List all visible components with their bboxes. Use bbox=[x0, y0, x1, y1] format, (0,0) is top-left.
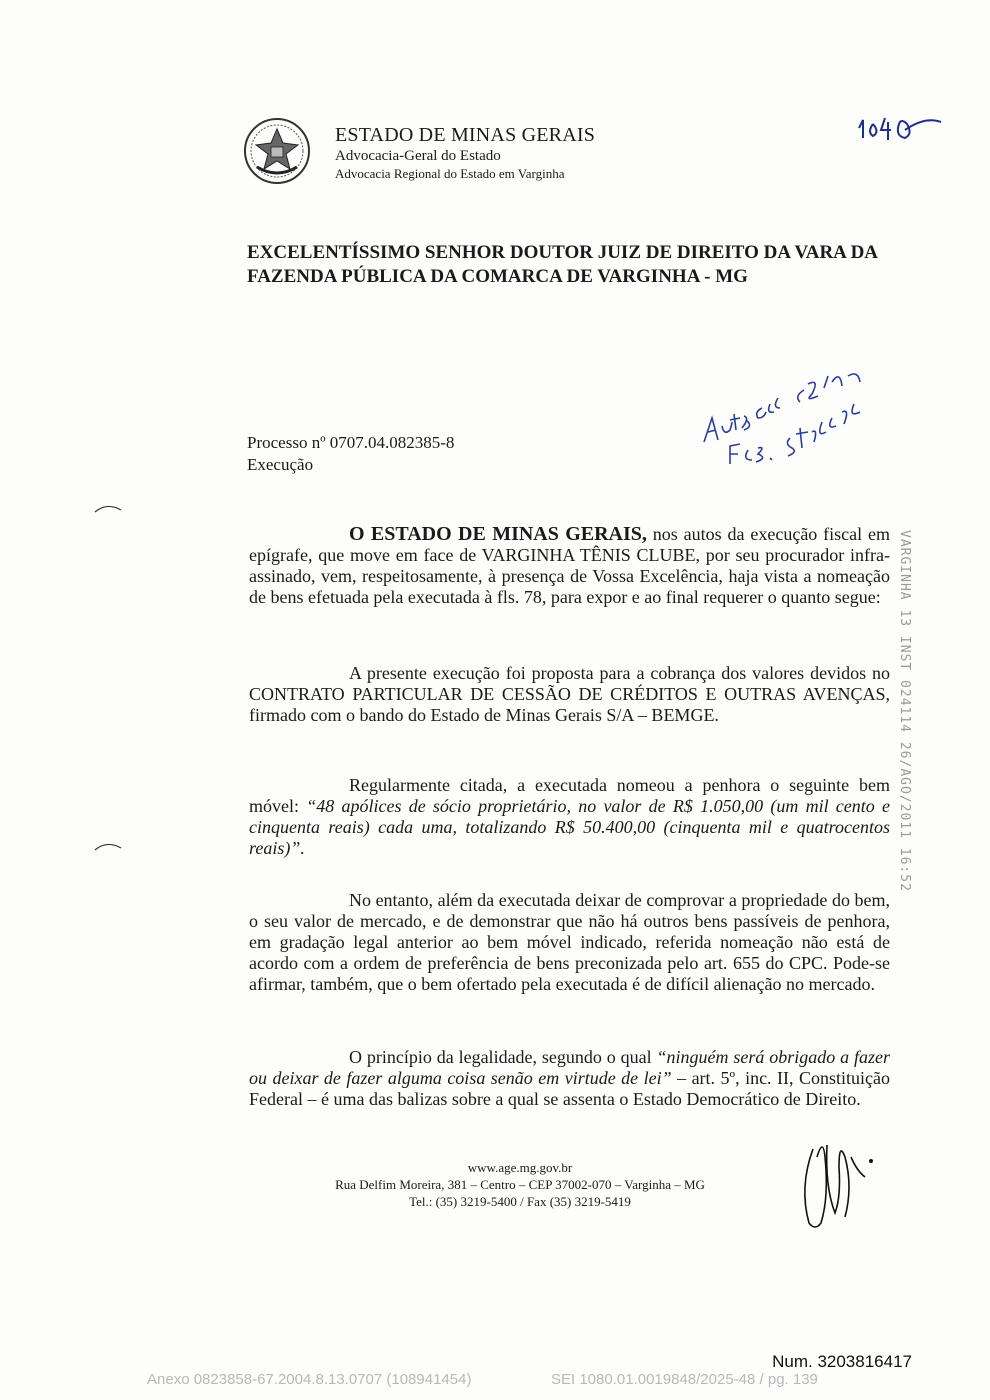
header-subtitle-regional: Advocacia Regional do Estado em Varginha bbox=[335, 166, 565, 181]
letterhead-footer bbox=[300, 1159, 740, 1210]
sei-reference: SEI 1080.01.0019848/2025-48 / pg. 139 bbox=[551, 1371, 818, 1388]
header-subtitle: Advocacia-Geral do Estado bbox=[335, 148, 501, 164]
handwritten-signature bbox=[795, 1127, 880, 1237]
document-number: Num. 3203816417 bbox=[772, 1352, 912, 1371]
paragraph-legality-quote: “ninguém será obrigado a fazer ou deixar de fazer alguma coisa senão em virtude de lei” bbox=[249, 1047, 890, 1088]
process-type: Execução bbox=[247, 455, 314, 474]
paragraph-legality-tail: – art. 5º, inc. II, Constituição Federal – é uma das balizas sobre a qual se assenta o Estado Democrático de Direito. bbox=[249, 1068, 890, 1109]
paragraph-legality bbox=[249, 1047, 890, 1110]
handwritten-annotation bbox=[700, 368, 880, 478]
scan-mark bbox=[93, 838, 123, 852]
paragraph-legality-text: O princípio da legalidade, segundo o qual bbox=[349, 1047, 657, 1067]
footer-phone: Tel.: (35) 3219-5400 / Fax (35) 3219-5419 bbox=[409, 1194, 631, 1209]
annex-reference: Anexo 0823858-67.2004.8.13.0707 (108941454) bbox=[147, 1371, 472, 1388]
paragraph-argument bbox=[249, 890, 890, 995]
handwritten-page-number bbox=[855, 110, 945, 148]
scan-mark bbox=[93, 500, 123, 514]
paragraph-citation-text: Regularmente citada, a executada nomeou a penhora o seguinte bem móvel: bbox=[249, 775, 890, 816]
paragraph-execution bbox=[249, 663, 890, 726]
process-number: Processo nº 0707.04.082385-8 bbox=[247, 433, 455, 452]
receipt-stamp-text: VARGINHA 13 INST 024114 26/AGO/2011 16:52 bbox=[897, 530, 912, 892]
footer-address: Rua Delfim Moreira, 381 – Centro – CEP 37002-070 – Varginha – MG bbox=[335, 1177, 705, 1192]
addressee-heading: EXCELENTÍSSIMO SENHOR DOUTOR JUIZ DE DIREITO DA VARA DA FAZENDA PÚBLICA DA COMARCA DE VARGINHA - MG bbox=[247, 242, 877, 287]
plaintiff-name: O ESTADO DE MINAS GERAIS, bbox=[349, 523, 647, 545]
paragraph-intro bbox=[249, 524, 890, 608]
paragraph-execution-text: A presente execução foi proposta para a cobrança dos valores devidos no CONTRATO PARTICULAR DE CESSÃO DE CRÉDITOS E OUTRAS AVENÇAS, firmado com o bando do Estado de Minas Gerais S/A – BEMGE. bbox=[249, 663, 890, 725]
footer-website: www.age.mg.gov.br bbox=[467, 1160, 573, 1175]
paragraph-citation bbox=[249, 775, 890, 859]
paragraph-argument-text: No entanto, além da executada deixar de comprovar a propriedade do bem, o seu valor de mercado, e de demonstrar que não há outros bens passíveis de penhora, em gradação legal anterior ao bem móvel indicado, referida nomeação não está de acordo com a ordem de preferência de bens preconizada pelo art. 655 do CPC. Pode-se afirmar, também, que o bem ofertado pela executada é de difícil alienação no mercado. bbox=[249, 890, 890, 994]
receipt-stamp bbox=[888, 530, 918, 930]
paragraph-citation-quote: “48 apólices de sócio proprietário, no valor de R$ 1.050,00 (um mil cento e cinquenta reais) cada uma, totalizando R$ 50.400,00 (cinquenta mil e quatrocentos reais)”. bbox=[249, 796, 890, 858]
state-seal-logo bbox=[243, 117, 311, 185]
paragraph-intro-text: nos autos da execução fiscal em epígrafe, que move em face de VARGINHA TÊNIS CLUBE, por seu procurador infra-assinado, vem, respeitosamente, à presença de Vossa Excelência, haja vista a nomeação de bens efetuada pela executada à fls. 78, para expor e ao final requerer o quanto segue: bbox=[249, 524, 891, 607]
header-title: ESTADO DE MINAS GERAIS bbox=[335, 124, 596, 146]
